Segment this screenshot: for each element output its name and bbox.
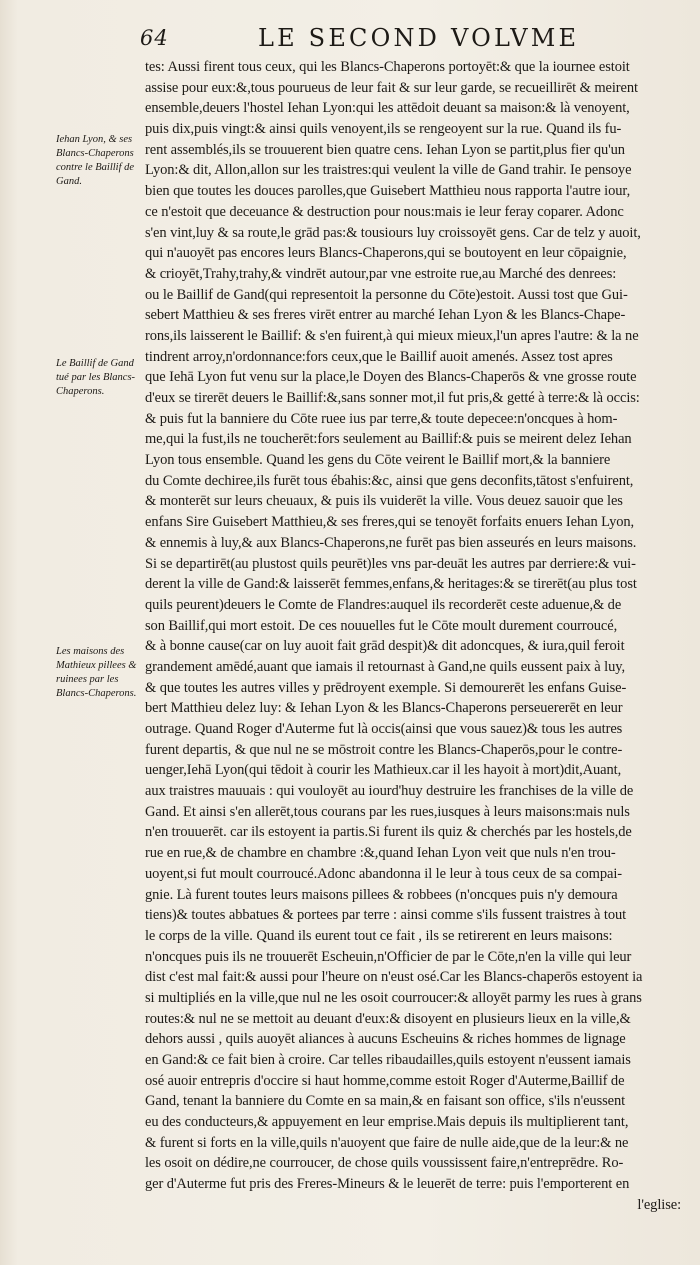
text-line: uenger,Iehā Lyon(qui tēdoit à courir les Mathieux.car il les hayoit à mort)dit,Auant, (145, 762, 622, 779)
text-line: ce n'estoit que deceuance & destruction pour nous:mais ie leur feray coparer. Adonc (145, 203, 624, 220)
text-line: rons,ils laisserent le Baillif: & s'en fuirent,à qui mieux mieux,l'un apres l'autre: & la ne (145, 327, 639, 344)
text-line: ou le Baillif de Gand(qui representoit la personne du Cōte)estoit. Aussi tost que Gui- (145, 286, 628, 303)
text-line: Gand. Et ainsi s'en allerēt,tous courans par les rues,iusques à leurs maisons:mais nuls (145, 803, 630, 820)
text-line: dehors aussi , quils auoyēt aliances à aucuns Escheuins & riches hommes de lignage (145, 1031, 626, 1048)
text-line: bert Matthieu delez luy: & Iehan Lyon & les Blancs-Chaperons perseuererēt en leur (145, 700, 623, 717)
text-line: dist c'est mal fait:& aussi pour l'heure on n'eust osé.Car les Blancs-chaperōs estoyent ia (145, 969, 643, 986)
text-line: & furent si forts en la ville,quils n'auoyent que faire de nulle aide,que de la leur:& ne (145, 1134, 629, 1151)
text-line: s'en vint,luy & sa route,le grād pas:& tousiours luy croissoyēt gens. Car de telz y auoit, (145, 224, 641, 241)
text-line: uoyent,si fut moult courroucé.Adonc abandonna il le leur à tous ceux de sa compai- (145, 865, 622, 882)
text-line: bien que toutes les douces parolles,que Guisebert Matthieu nous rapporta l'autre iour, (145, 183, 631, 200)
body-text (145, 57, 681, 1216)
text-line: me,qui la fust,ils ne toucherēt:fors seulement au Baillif:& puis se meirent delez Iehan (145, 431, 632, 448)
page-header (140, 22, 620, 56)
text-line: quils peurent)deuers le Comte de Flandres:auquel ils recorderēt ceste aduenue,& de (145, 596, 622, 613)
running-title: LE SECOND VOLVME (258, 24, 580, 52)
page-number: 64 (140, 26, 169, 50)
text-line: Gand, tenant la banniere du Comte en sa main,& en faisant son office, s'ils n'eussent (145, 1093, 626, 1110)
text-line: Si se departirēt(au plustost quils peurēt)les vns par-deuāt les autres par derriere:& vui- (145, 555, 636, 572)
text-line: Lyon tous ensemble. Quand les gens du Cōte veirent le Baillif mort,& la banniere (145, 452, 611, 469)
text-line: d'eux se tirerēt deuers le Baillif:&,sans sonner mot,il fut pris,& getté à terre:& là occis: (145, 390, 640, 406)
text-line: en Gand:& ce fait bien à croire. Car telles ribaudailles,quils estoyent n'eussent iamais (145, 1052, 631, 1068)
margin-note: Iehan Lyon, & ses Blancs-Chaperons contre le Baillif de Gand. (56, 134, 135, 187)
text-line: eu des conducteurs,& appuyement en leur emprise.Mais depuis ils multiplierent tant, (145, 1114, 629, 1131)
text-line: assise pour eux:&,tous pourueus de leur fait & sur leur garde, se recueillirēt & meirent (145, 79, 638, 96)
text-line: que Iehā Lyon fut venu sur la place,le Doyen des Blancs-Chaperōs & vne grosse route (145, 369, 637, 386)
text-line: du Comte dechiree,ils furēt tous ébahis:&c, ainsi que gens deconfits,tātost s'enfuirent, (145, 472, 634, 489)
text-line: le corps de la ville. Quand ils eurent tout ce fait , ils se retirerent en leurs maisons: (145, 927, 613, 944)
text-line: enfans Sire Guisebert Matthieu,& ses freres,qui se tenoyēt forfaits enuers Iehan Lyon, (145, 514, 635, 531)
text-line: sebert Matthieu & ses freres virēt entrer au marché Iehan Lyon & les Blancs-Chape- (145, 307, 626, 324)
text-line: n'en trouuerēt. car ils estoyent ia partis.Si furent ils quiz & cherchés par les hostels,de (145, 824, 632, 841)
text-line: rent assemblés,ils se trouuerent bien quatre cens. Iehan Lyon se partit,plus fier qu'un (145, 141, 625, 158)
text-line: & que toutes les autres villes y prēdroyent exemple. Si demourerēt les enfans Guise- (145, 679, 627, 696)
text-line: tiens)& toutes abbatues & portees par terre : ainsi comme s'ils fussent traistres à tout (145, 907, 627, 924)
text-line: les osoit on dédire,ne courroucer, de chose quils voussissent faire,n'entreprēdre. Ro- (145, 1155, 624, 1172)
text-line: & à bonne cause(car on luy auoit fait grād despit)& dit adoncques, & iura,quil feroit (145, 638, 625, 655)
text-line: & ennemis à luy,& aux Blancs-Chaperons,ne furēt pas bien asseurés en leurs maisons. (145, 534, 637, 551)
text-line: & monterēt sur leurs cheuaux, & puis ils vuiderēt la ville. Vous deuez sauoir que les (145, 493, 623, 510)
text-line: qui n'auoyēt pas encores leurs Blancs-Chaperons,qui se boutoyent en leur cōpaignie, (145, 245, 627, 262)
text-line: ger d'Auterme fut pris des Freres-Mineurs & le leuerēt de terre: puis l'emporterent en (145, 1176, 630, 1193)
text-line: puis dix,puis vingt:& ainsi quils venoyent,ils se rengeoyent sur la rue. Quand ils fu- (145, 121, 622, 138)
text-line: furent departis, & que nul ne se mōstroit contre les Blancs-Chaperōs,pour le contre- (145, 741, 623, 758)
text-line: tes: Aussi firent tous ceux, qui les Blancs-Chaperons portoyēt:& que la iournee estoit (145, 59, 630, 75)
text-line: ensemble,deuers l'hostel Iehan Lyon:qui les attēdoit deuant sa maison:& là venoyent, (145, 100, 630, 117)
text-line: outrage. Quand Roger d'Auterme fut là occis(ainsi que vous sauez)& tous les autres (145, 721, 623, 737)
text-line: son Baillif,qui mort estoit. De ces nouuelles fut le Cōte moult durement courroucé, (145, 617, 618, 634)
text-line: & puis fut la banniere du Cōte ruee ius par terre,& toute depecee:n'oncques à hom- (145, 410, 618, 427)
text-line: l'eglise: (637, 1196, 681, 1213)
text-line: osé auoir entrepris d'occire si haut homme,comme estoit Roger d'Auterme,Baillif de (145, 1072, 625, 1089)
text-line: rue en rue,& de chambre en chambre :&,quand Iehan Lyon veit que nuls n'en trou- (145, 845, 616, 862)
margin-note: Le Baillif de Gand tué par les Blancs-Chaperons. (56, 358, 136, 397)
margin-note: Les maisons des Mathieux pillees & ruinees par les Blancs-Chaperons. (56, 646, 137, 699)
text-line: derent la ville de Gand:& laisserēt femmes,enfans,& heritages:& se tirerēt(au plus tost (145, 576, 637, 593)
text-line: n'oncques puis ils ne trouuerēt Escheuin,n'Officier de par le Cōte,n'en la ville qui leur (145, 948, 632, 965)
text-line: routes:& nul ne se mettoit au deuant d'eux:& disoyent en plusieurs lieux en la ville,& (145, 1010, 631, 1027)
text-line: Lyon:& dit, Allon,allon sur les traistres:qui veulent la ville de Gand trahir. Ie pensoye (145, 162, 632, 179)
text-line: aux traistres mauuais : qui vouloyēt au iourd'huy destruire les franchises de la ville de (145, 783, 634, 800)
text-line: si multipliés en la ville,que nul ne les osoit courroucer:& alloyēt parmy les rues à grans (145, 989, 642, 1006)
text-line: gnie. Là furent toutes leurs maisons pillees & robbees (n'oncques puis n'y demoura (145, 886, 618, 903)
text-line: grandement amēdé,auant que iamais il retournast à Gand,ne quils eussent paix à luy, (145, 658, 625, 675)
text-line: & crioyēt,Trahy,trahy,& vindrēt autour,par vne estroite rue,au Marché des denrees: (145, 265, 617, 282)
text-line: tindrent arroy,n'ordonnance:fors ceux,que le Baillif auoit amenés. Assez tost apres (145, 348, 613, 365)
